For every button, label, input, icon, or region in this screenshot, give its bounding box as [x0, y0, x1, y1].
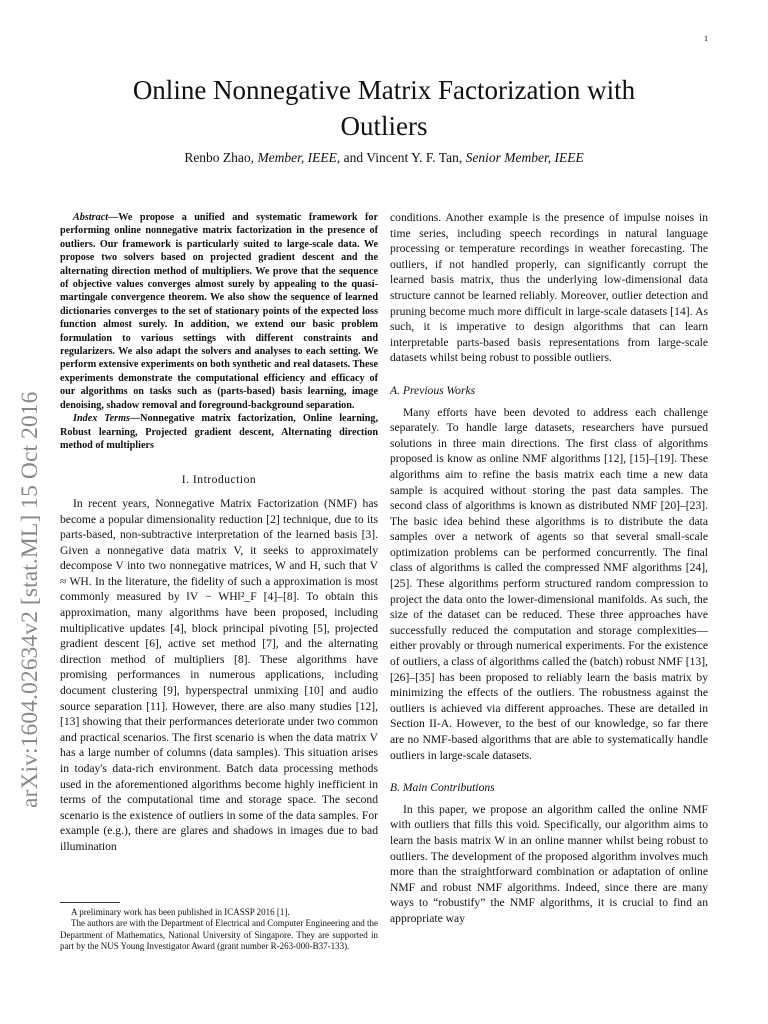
section-heading-introduction: I. Introduction: [181, 473, 257, 487]
subsection-heading-previous-works: A. Previous Works: [390, 383, 476, 397]
footnotes: [60, 907, 378, 953]
index-terms-lead: Index Terms: [73, 413, 130, 425]
title-line-1: Online Nonnegative Matrix Factorization with: [132, 75, 636, 105]
previous-works-paragraph: Many efforts have been devoted to address each challenge separately. To handle large datasets, researchers have pursued solutions in three main directions. The first class of algorithms proposed is know as online NMF algorithms [12], [15]–[19]. These algorithms aim to refine the basis matrix each time a new data sample is acquired without storing the past data samples. The second class of algorithms is known as distributed NMF [20]–[23]. The basic idea behind these algorithms is to distribute the data samples over a network of agents so that several small-scale optimization problems can be performed concurrently. The final class of algorithms is called the compressed NMF algorithms [24], [25]. These algorithms perform structured random compression to project the data onto the lower-dimensional manifolds. As such, the size of the dataset can be reduced. These three approaches have successfully reduced the computation and storage complexities—either provably or through numerical experiments. For the existence of outliers, a class of algorithms called the (batch) robust NMF [13], [26]–[35] has been proposed to reliably learn the basis matrix by minimizing the effects of the outliers. The robustness against the outliers is achieved via different approaches. These are detailed in Section II-A. However, to the best of our knowledge, so far there are no NMF-based algorithms that are able to systematically handle outliers in large-scale datasets.: [390, 405, 708, 762]
abstract-text: —We propose a unified and systematic framework for performing online nonnegative matrix factorization in the presence of outliers. Our framework is particularly suited to large-scale data. We propose two solvers based on projected gradient descent and the alternating direction method of multipliers. We prove that the sequence of objective values converges almost surely by appealing to the quasi-martingale convergence theorem. We also show the sequence of learned dictionaries converges to the set of stationary points of the expected loss function almost surely. In addition, we extend our basic problem formulation to various settings with different constraints and regularizers. We also adapt the solvers and analyses to each setting. We perform extensive experiments on both synthetic and real datasets. These experiments demonstrate the computational efficiency and efficacy of our algorithms on tasks such as (parts-based) basis learning, image denoising, shadow removal and foreground-background separation.: [60, 212, 378, 411]
intro-continuation: conditions. Another example is the presence of impulse noises in time series, including speech recordings in natural language processing or temperature recordings in weather forecasting. The outliers, if not handled properly, can significantly corrupt the learned basis matrix, thus the underlying low-dimensional data structure cannot be learned reliably. Moreover, outlier detection and pruning become much more difficult in large-scale datasets [14]. As such, it is imperative to design algorithms that can learn interpretable parts-based basis representations from large-scale datasets whilst being robust to possible outliers.: [390, 211, 708, 365]
author-role-1: Member, IEEE,: [257, 150, 341, 165]
abstract-lead: Abstract: [73, 212, 109, 223]
title-line-2: Outliers: [340, 111, 428, 141]
intro-paragraph: In recent years, Nonnegative Matrix Factorization (NMF) has become a popular dimensionality reduction [2] technique, due to its parts-based, non-subtractive interpretation of the learned basis [3]. Given a nonnegative data matrix V, it seeks to approximately decompose V into two nonnegative matrices, W and H, such that V ≈ WH. In the literature, the fidelity of such a approximation is most commonly measured by ‖V − WH‖²_F [4]–[8]. To obtain this approximation, many algorithms have been proposed, including multiplicative updates [4], block principal pivoting [5], projected gradient descent [6], active set method [7], and the alternating direction method of multipliers [8]. These algorithms have promising performances in numerous applications, including document clustering [9], hyperspectral unmixing [10] and audio source separation [11]. However, there are also many studies [12], [13] showing that their performances deteriorate under two common and practical scenarios. The first scenario is when the data matrix V has a large number of columns (data samples). This situation arises in today's data-rich environment. Batch data processing methods used in the aforementioned algorithms become highly inefficient in terms of the computational time and storage space. The second scenario is the existence of outliers in some of the data samples. For example (e.g.), there are glares and shadows in images due to bad illumination: [60, 496, 378, 853]
footnote-affiliation: The authors are with the Department of Electrical and Computer Engineering and the Department of Mathematics, National University of Singapore. They are supported in part by the NUS Young Investigator Award (grant number R-263-000-B37-133).: [60, 918, 378, 952]
left-column: [60, 210, 378, 855]
subsection-heading-main-contributions: B. Main Contributions: [390, 781, 495, 795]
footnote-rule: [60, 902, 120, 903]
author-role-2: Senior Member, IEEE: [465, 150, 584, 165]
author-line: [60, 150, 708, 166]
abstract: [60, 210, 378, 412]
index-terms-text: —Nonnegative matrix factorization, Online learning, Robust learning, Projected gradient descent, Alternating direction method of multipliers: [60, 413, 378, 451]
main-contributions-paragraph: In this paper, we propose an algorithm called the online NMF with outliers that fills this void. Specifically, our algorithm aims to learn the basis matrix W in an online manner whilst being robust to outliers. The development of the proposed algorithm involves much more than the straightforward combination or adaptation of online NMF and robust NMF algorithms. Indeed, since there are many ways to “robustify” the NMF algorithms, it is crucial to find an appropriate way: [390, 802, 708, 925]
page-number: 1: [704, 34, 708, 43]
right-column: [390, 210, 708, 927]
arxiv-identifier: arXiv:1604.02634v2 [stat.ML] 15 Oct 2016: [17, 391, 43, 808]
author-separator: and Vincent Y. F. Tan,: [340, 150, 466, 165]
index-terms: [60, 412, 378, 452]
paper-title: [60, 72, 708, 144]
footnote-preliminary: A preliminary work has been published in ICASSP 2016 [1].: [71, 907, 290, 917]
author-name-1: Renbo Zhao,: [184, 150, 258, 165]
